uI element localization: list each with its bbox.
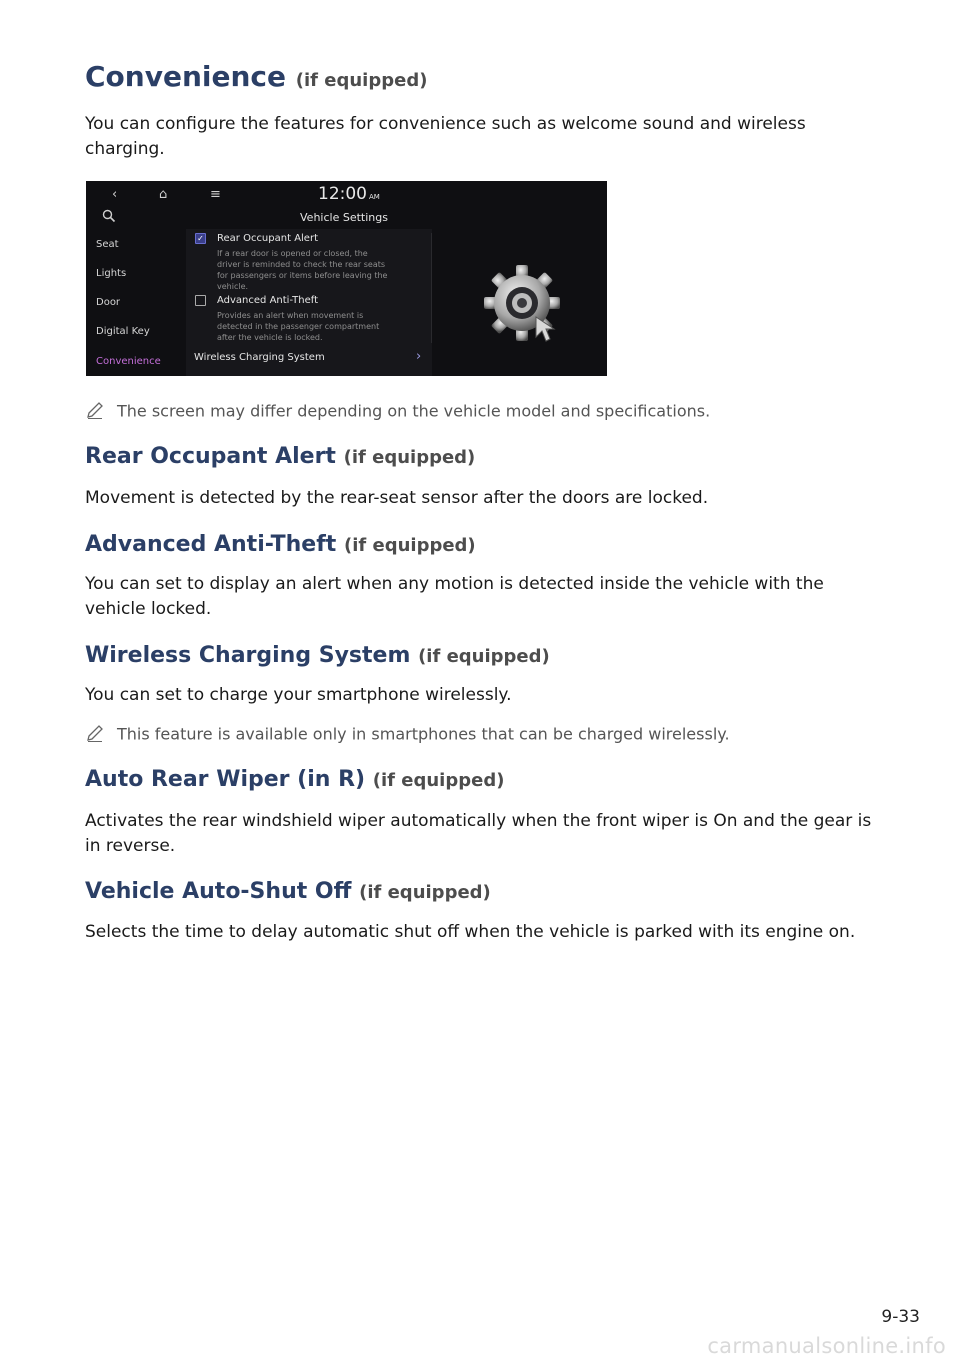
divider — [431, 233, 432, 343]
option-label: Advanced Anti-Theft — [217, 295, 319, 306]
pencil-icon — [85, 400, 107, 424]
vehicle-settings-screen — [86, 181, 607, 376]
clock: 12:00 AM — [318, 184, 380, 204]
sidebar-item-seat[interactable]: Seat — [96, 239, 119, 250]
note: The screen may differ depending on the vehicle model and specifications. — [85, 400, 875, 424]
wireless-charging-menu-item[interactable]: Wireless Charging System — [194, 352, 325, 363]
intro-text: You can configure the features for convenience such as welcome sound and wireless charging. — [85, 114, 806, 159]
menu-icon[interactable]: ≡ — [210, 187, 221, 202]
section-body: Activates the rear windshield wiper automatically when the front wiper is On and the gear is in reverse. — [85, 811, 872, 856]
section-heading: Wireless Charging System (if equipped) — [85, 643, 550, 668]
status-bar — [86, 181, 607, 209]
section-body: Movement is detected by the rear-seat sensor after the doors are locked. — [85, 488, 709, 508]
section-body: You can set to charge your smartphone wirelessly. — [85, 685, 512, 705]
note: This feature is available only in smartphones that can be charged wirelessly. — [85, 723, 875, 747]
sidebar-item-convenience[interactable]: Convenience — [96, 356, 161, 367]
rear-occupant-alert-checkbox[interactable]: ✓ — [195, 233, 206, 244]
section-heading: Rear Occupant Alert (if equipped) — [85, 444, 476, 469]
sidebar-item-digital-key[interactable]: Digital Key — [96, 326, 150, 337]
section-heading: Auto Rear Wiper (in R) (if equipped) — [85, 767, 505, 792]
page-title: Convenience (if equipped) — [85, 60, 428, 93]
page-number: 9-33 — [881, 1307, 920, 1327]
chevron-right-icon: › — [416, 349, 422, 364]
back-icon[interactable]: ‹ — [112, 187, 118, 202]
option-description: If a rear door is opened or closed, the driver is reminded to check the rear seats for passengers or items before leaving the vehicle. — [217, 249, 388, 291]
section-heading: Vehicle Auto-Shut Off (if equipped) — [85, 879, 491, 904]
section-body: You can set to display an alert when any motion is detected inside the vehicle with the vehicle locked. — [85, 574, 824, 619]
search-icon[interactable] — [102, 209, 116, 226]
section-heading: Advanced Anti-Theft (if equipped) — [85, 532, 476, 557]
sidebar-item-door[interactable]: Door — [96, 297, 121, 308]
pencil-icon — [85, 723, 107, 747]
option-description: Provides an alert when movement is detected in the passenger compartment after the vehicle is locked. — [217, 311, 380, 342]
screen-header: Vehicle Settings — [300, 211, 388, 224]
gear-icon — [484, 265, 564, 353]
home-icon[interactable]: ⌂ — [159, 187, 168, 202]
section-body: Selects the time to delay automatic shut off when the vehicle is parked with its engine on. — [85, 922, 856, 942]
sidebar-item-lights[interactable]: Lights — [96, 268, 127, 279]
option-label: Rear Occupant Alert — [217, 233, 318, 244]
watermark: carmanualsonline.info — [707, 1334, 946, 1358]
advanced-anti-theft-checkbox[interactable] — [195, 295, 206, 306]
